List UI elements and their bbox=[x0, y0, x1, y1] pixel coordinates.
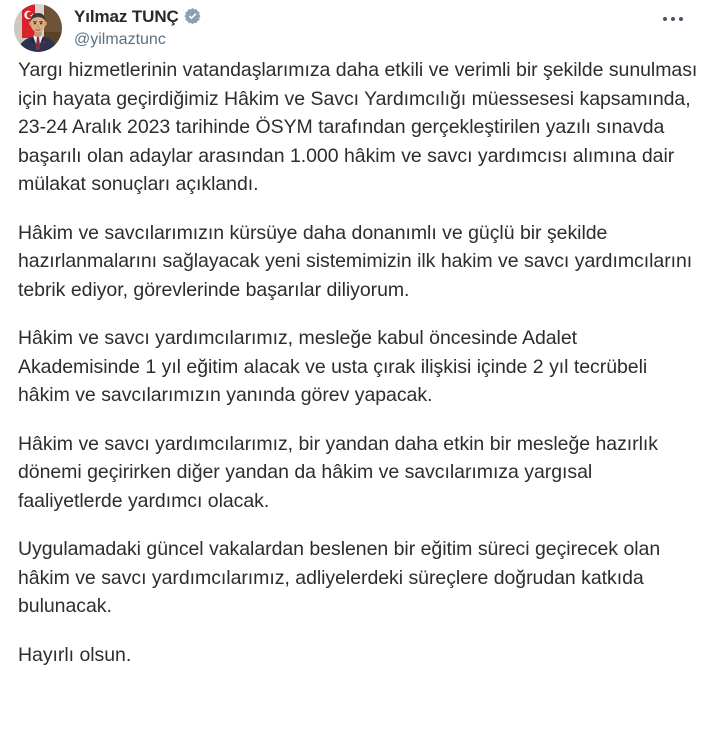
tweet-text bbox=[18, 56, 698, 669]
verified-badge-icon[interactable] bbox=[183, 7, 202, 26]
user-handle[interactable]: @yilmaztunc bbox=[74, 31, 166, 48]
more-dot-1 bbox=[663, 17, 667, 21]
tweet-paragraph: Hayırlı olsun. bbox=[18, 643, 132, 666]
tweet-header bbox=[14, 4, 698, 56]
avatar[interactable] bbox=[14, 4, 62, 52]
identity-block bbox=[74, 4, 202, 50]
more-options-icon[interactable] bbox=[656, 8, 690, 30]
tweet-paragraph: Hâkim ve savcı yardımcılarımız, mesleğe kabul öncesinde Adalet Akademisinde 1 yıl eğitim alacak ve usta çırak ilişkisi içinde 2 yıl tecrübeli hâkim ve savcılarımızın yanında görev yapacak. bbox=[18, 327, 648, 406]
more-dot-3 bbox=[679, 17, 683, 21]
name-row bbox=[74, 5, 202, 27]
display-name[interactable]: Yılmaz TUNÇ bbox=[74, 6, 179, 26]
tweet-paragraph: Uygulamadaki güncel vakalardan beslenen bir eğitim süreci geçirecek olan hâkim ve savcı yardımcılarımız, adliyelerdeki süreçlere doğrudan katkıda bulunacak. bbox=[18, 538, 661, 617]
tweet-paragraph: Hâkim ve savcılarımızın kürsüye daha donanımlı ve güçlü bir şekilde hazırlanmalarını sağlayacak yeni sistemimizin ilk hakim ve savcı yardımcılarını tebrik ediyor, görevlerinde başarılar diliyorum. bbox=[18, 221, 693, 301]
tweet-paragraph: Hâkim ve savcı yardımcılarımız, bir yandan daha etkin bir mesleğe hazırlık dönemi geçirirken diğer yandan da hâkim ve savcılarımıza yargısal faaliyetlerde yardımcı olacak. bbox=[18, 432, 658, 512]
avatar-photo bbox=[14, 4, 62, 52]
more-dot-2 bbox=[671, 17, 675, 21]
tweet-paragraph: Yargı hizmetlerinin vatandaşlarımıza daha etkili ve verimli bir şekilde sunulması için hayata geçirdiğimiz Hâkim ve Savcı Yardımcılığı müessesesi kapsamında, 23-24 Aralık 2023 tarihinde ÖSYM tarafından gerçekleştirilen yazılı sınavda başarılı olan adaylar arasından 1.000 hâkim ve savcı yardımcısı alımına dair mülakat sonuçları açıklandı. bbox=[18, 59, 698, 195]
